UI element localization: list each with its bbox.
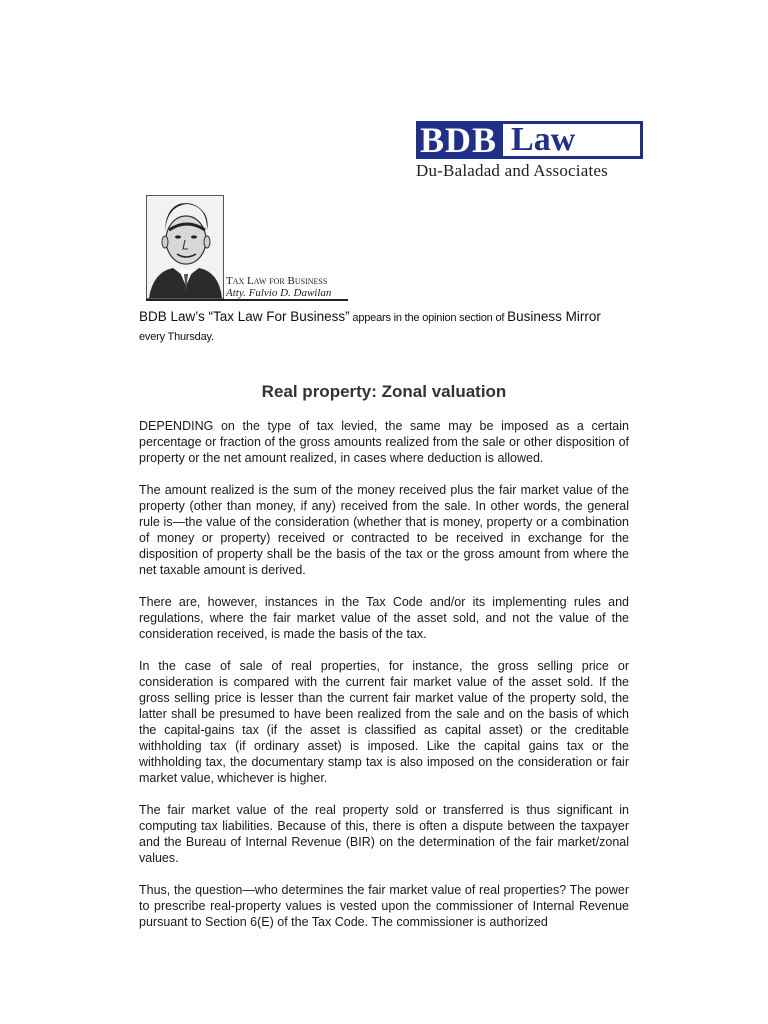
byline-column: BDB Law’s “Tax Law For Business” — [139, 309, 350, 324]
paragraph: Thus, the question—who determines the fair market value of real properties? The power to prescribe real-property values is vested upon the commissioner of Internal Revenue pursuant to Section 6(E) of the Tax Code. The commissioner is authorized — [139, 883, 629, 929]
article-body — [139, 418, 629, 946]
author-portrait-icon — [147, 196, 223, 298]
byline — [139, 308, 631, 346]
author-portrait — [146, 195, 224, 299]
article-headline: Real property: Zonal valuation — [261, 382, 507, 401]
paragraph: There are, however, instances in the Tax Code and/or its implementing rules and regulations, where the fair market value of the asset sold, and not the value of the consideration received, is made the basis of the tax. — [139, 595, 629, 641]
bdb-law-logo — [416, 121, 643, 181]
paragraph: In the case of sale of real properties, for instance, the gross selling price or consideration is compared with the current fair market value of the asset sold. If the gross selling price is lesser than the current fair market value of the property sold, the latter shall be presumed to have been realized from the sale and on the basis of which the capital-gains tax (if the asset is classified as capital asset) or the creditable withholding tax (if ordinary asset) is imposed. Like the capital gains tax or the withholding tax, the documentary stamp tax is also imposed on the consideration or fair market value, whichever is higher. — [139, 659, 629, 785]
divider — [146, 299, 348, 301]
logo-subtitle: Du-Baladad and Associates — [416, 161, 608, 180]
paragraph: The fair market value of the real property sold or transferred is thus significant in computing tax liabilities. Because of this, there is often a dispute between the taxpayer and the Bureau of Internal Revenue (BIR) on the determination of the fair market/zonal values. — [139, 803, 629, 865]
column-author: Atty. Fulvio D. Dawilan — [226, 287, 332, 299]
paragraph: DEPENDING on the type of tax levied, the same may be imposed as a certain percentage or fraction of the gross amounts realized from the sale or other disposition of property or the net amount realized, in cases where deduction is allowed. — [139, 419, 629, 465]
logo-brand: BDB — [416, 121, 503, 159]
logo-law: Law — [503, 121, 643, 159]
byline-schedule: every Thursday. — [139, 331, 214, 343]
byline-publication: Business Mirror — [507, 309, 601, 324]
byline-text: appears in the opinion section of — [349, 312, 508, 324]
column-title: Tax Law for Business — [226, 275, 328, 287]
paragraph: The amount realized is the sum of the money received plus the fair market value of the property (other than money, if any) received from the sale. In other words, the general rule is—the value of the consideration (whether that is money, property or a combination of money or property) received or contracted to be received in exchange for the disposition of property shall be the basis of the tax or the gross amount from where the net taxable amount is derived. — [139, 483, 629, 577]
